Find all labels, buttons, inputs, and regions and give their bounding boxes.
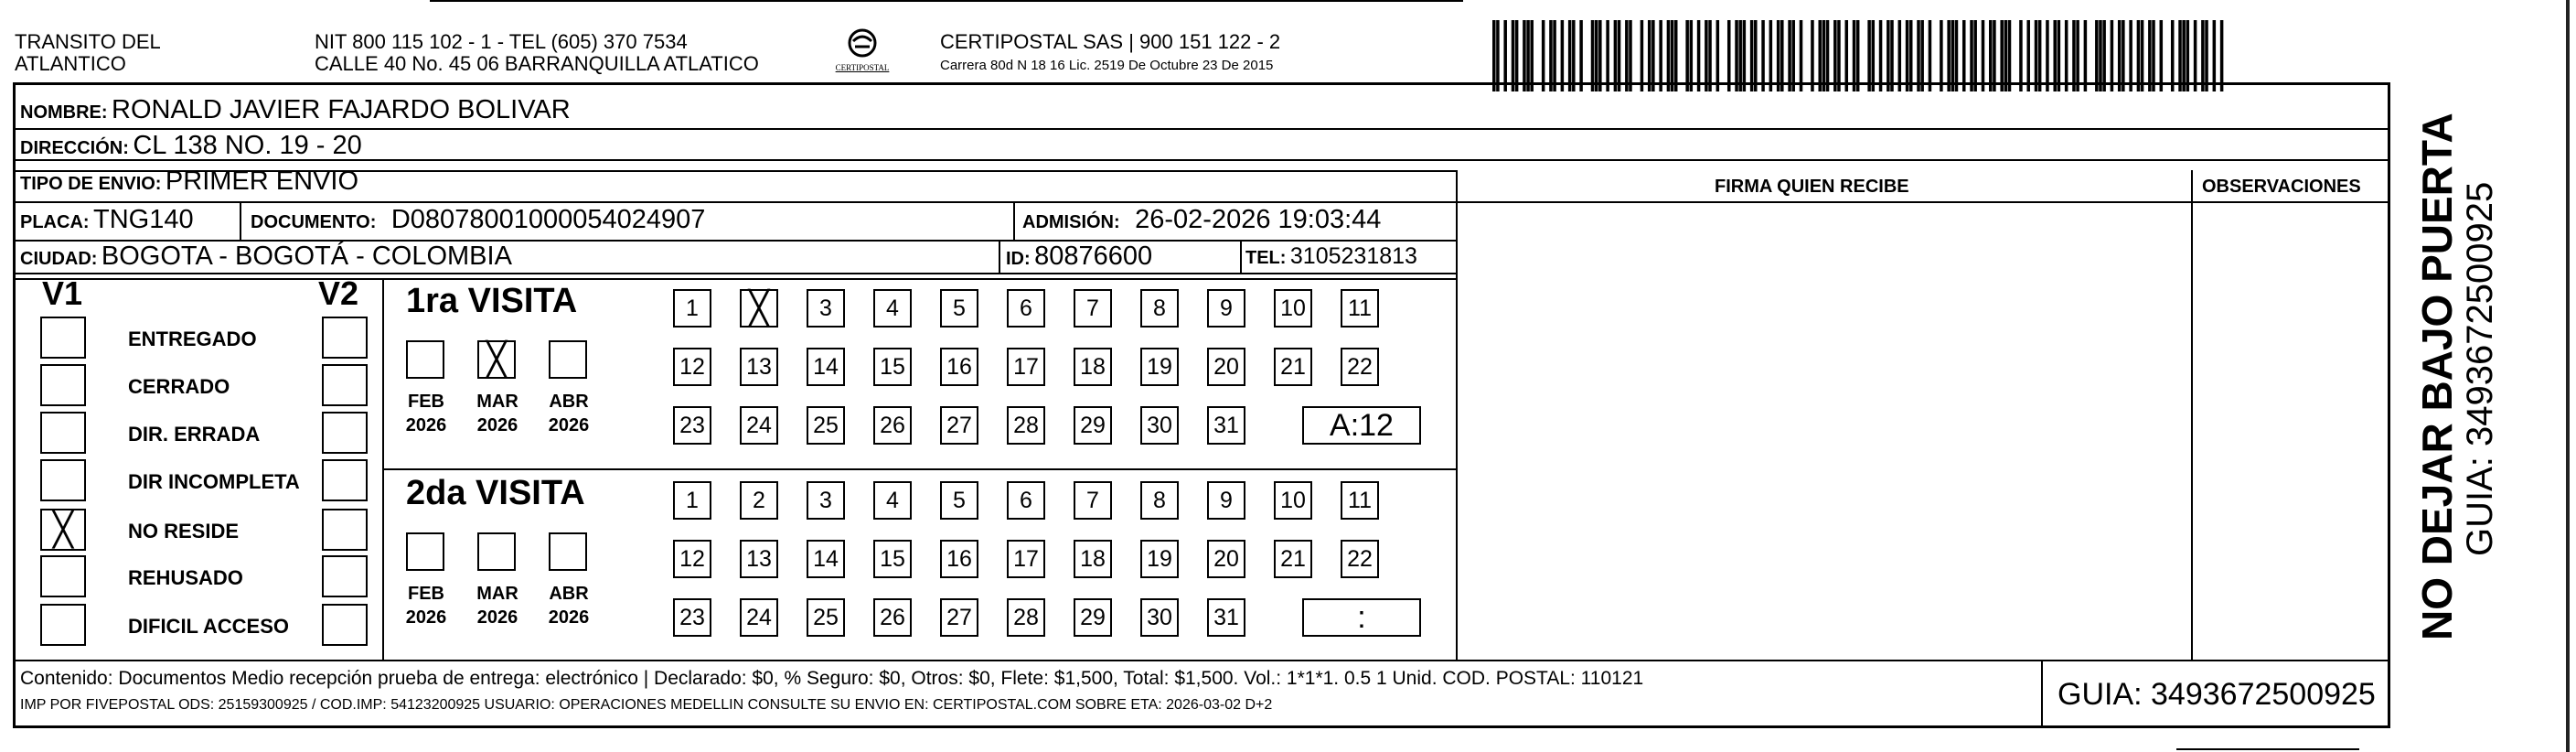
barcode-bar <box>1496 20 1500 91</box>
day-box[interactable]: 12 <box>673 540 711 578</box>
barcode-bar <box>2129 20 2132 91</box>
v2-checkbox[interactable] <box>322 509 368 551</box>
barcode-bar <box>1993 20 1996 91</box>
v1-checkbox[interactable] <box>40 412 86 454</box>
month-checkbox[interactable] <box>406 340 444 379</box>
barcode-bar <box>1951 20 1955 91</box>
barcode-bar <box>1492 20 1496 91</box>
barcode-bar <box>1906 20 1909 91</box>
day-box[interactable]: 5 <box>940 481 978 520</box>
day-box[interactable]: 31 <box>1207 598 1245 637</box>
barcode-bar <box>1982 20 1985 91</box>
day-box[interactable]: 11 <box>1341 289 1379 328</box>
day-box[interactable]: 17 <box>1007 348 1045 386</box>
logo-text: CERTIPOSTAL <box>835 63 890 72</box>
barcode-bar <box>1526 20 1530 91</box>
month-label <box>541 390 596 437</box>
barcode-bar <box>1606 20 1609 91</box>
day-box[interactable]: 7 <box>1074 481 1112 520</box>
barcode-bar <box>2148 20 2152 91</box>
status-label: ENTREGADO <box>128 328 257 350</box>
barcode-bar <box>2019 20 2023 91</box>
barcode-bar <box>2053 20 2057 91</box>
placa-field <box>20 205 194 235</box>
v1-checkbox[interactable] <box>40 459 86 501</box>
barcode-bar <box>1659 20 1662 91</box>
barcode-bar <box>2058 20 2061 91</box>
month-checkbox[interactable] <box>549 532 587 571</box>
v2-checkbox[interactable] <box>322 364 368 406</box>
month-checkbox[interactable]: ╳ <box>477 340 516 379</box>
v1-checkbox[interactable]: ╳ <box>40 509 86 551</box>
no-dejar-bajo-puerta: NO DEJAR BAJO PUERTA <box>2413 113 2461 640</box>
barcode-bar <box>1553 20 1556 91</box>
barcode-bar <box>1955 20 1959 91</box>
barcode-bar <box>1872 20 1876 91</box>
barcode-bar <box>1690 20 1694 91</box>
day-box[interactable]: 12 <box>673 348 711 386</box>
barcode-bar <box>2008 20 2012 91</box>
day-box[interactable]: 31 <box>1207 406 1245 445</box>
barcode-bar <box>2122 20 2125 91</box>
barcode-bar <box>2182 20 2186 91</box>
documento-label: DOCUMENTO: <box>251 212 377 232</box>
barcode-bar <box>2171 20 2175 91</box>
barcode-bar <box>1515 20 1519 91</box>
month-checkbox[interactable] <box>406 532 444 571</box>
month-name: FEB <box>408 392 444 412</box>
ciudad-label: CIUDAD: <box>20 249 98 269</box>
day-box[interactable]: 25 <box>807 406 845 445</box>
month-year: 2026 <box>548 415 590 435</box>
visit-divider <box>382 468 1458 470</box>
ciudad-value: BOGOTA - BOGOTÁ - COLOMBIA <box>101 242 512 271</box>
barcode-bar <box>1579 20 1583 91</box>
day-box[interactable]: 19 <box>1140 540 1179 578</box>
admision-label: ADMISIÓN: <box>1022 212 1120 232</box>
tipo-envio-label: TIPO DE ENVIO: <box>20 174 162 194</box>
barcode-bar <box>1685 20 1689 91</box>
guia-box: GUIA: 3493672500925 <box>2058 677 2376 712</box>
logo-icon <box>844 27 881 59</box>
barcode-bar <box>1811 20 1814 91</box>
month-name: ABR <box>549 584 589 604</box>
month-year: 2026 <box>405 607 447 628</box>
barcode-bar <box>1822 20 1826 91</box>
day-box[interactable]: 21 <box>1274 540 1312 578</box>
barcode-bar <box>1940 20 1943 91</box>
day-box[interactable]: 5 <box>940 289 978 328</box>
barcode-bar <box>2201 20 2205 91</box>
status-label: REHUSADO <box>128 566 243 589</box>
barcode-bar <box>2065 20 2068 91</box>
barcode-bar <box>1826 20 1830 91</box>
guia-divider <box>2041 660 2043 728</box>
barcode-bar <box>2205 20 2208 91</box>
day-box[interactable]: 26 <box>873 406 912 445</box>
barcode-bar <box>1909 20 1913 91</box>
day-box[interactable]: 16 <box>940 348 978 386</box>
barcode-bar <box>1523 20 1526 91</box>
row-divider-2 <box>15 159 2389 161</box>
day-box[interactable]: 10 <box>1274 481 1312 520</box>
nombre-label: NOMBRE: <box>20 102 108 123</box>
month-name: FEB <box>408 584 444 604</box>
row-divider-1 <box>15 128 2389 130</box>
barcode-bar <box>1648 20 1651 91</box>
barcode-bar <box>1844 20 1848 91</box>
certipostal-logo <box>821 27 903 79</box>
day-box[interactable]: 4 <box>873 481 912 520</box>
barcode-bar <box>2213 20 2217 91</box>
v2-checkbox[interactable] <box>322 459 368 501</box>
barcode-bar <box>1667 20 1671 91</box>
barcode-bar <box>1743 20 1747 91</box>
placa-value: TNG140 <box>93 205 194 234</box>
id-label: ID: <box>1006 249 1031 269</box>
barcode-bar <box>1890 20 1894 91</box>
day-box[interactable]: 11 <box>1341 481 1379 520</box>
barcode-bar <box>1542 20 1545 91</box>
id-field <box>1006 242 1152 272</box>
day-box[interactable]: 16 <box>940 540 978 578</box>
day-box[interactable]: 6 <box>1007 289 1045 328</box>
barcode-bar <box>1598 20 1602 91</box>
barcode-bar <box>1780 20 1784 91</box>
v2-checkbox[interactable] <box>322 555 368 597</box>
day-box[interactable]: 6 <box>1007 481 1045 520</box>
status-top-line <box>15 278 1458 280</box>
barcode-bar <box>1879 20 1883 91</box>
barcode-bar <box>1970 20 1973 91</box>
contenido-text: Contenido: Documentos Medio recepción prueba de entrega: electrónico | Declarado: $0, % Seguro: $0, Otros: $0, Flete: $1,500, Total: $1,500. Vol.: 1*1*1. 0.5 1 Unid. COD. POSTAL: 110121 <box>20 668 1644 689</box>
month-label <box>470 390 525 437</box>
barcode-bar <box>1989 20 1993 91</box>
tel-divider <box>1240 240 1242 273</box>
barcode-bar <box>2026 20 2030 91</box>
barcode-bar <box>2118 20 2122 91</box>
barcode-bar <box>1769 20 1773 91</box>
v1-checkbox[interactable] <box>40 604 86 646</box>
day-box[interactable]: 29 <box>1074 598 1112 637</box>
barcode-bar <box>1929 20 1932 91</box>
documento-value: D08078001000054024907 <box>390 205 706 234</box>
month-label <box>541 582 596 629</box>
barcode-bar <box>2186 20 2190 91</box>
row-divider-4b <box>1456 201 2389 203</box>
admision-divider <box>1013 201 1015 240</box>
barcode-bar <box>2038 20 2042 91</box>
barcode-bar <box>1800 20 1803 91</box>
barcode-bar <box>1973 20 1977 91</box>
admision-value: 26-02-2026 19:03:44 <box>1135 205 1382 234</box>
month-year: 2026 <box>405 415 447 435</box>
company-line-2: ATLANTICO <box>15 52 126 75</box>
barcode-bar <box>1735 20 1738 91</box>
nit-line: NIT 800 115 102 - 1 - TEL (605) 370 7534 <box>315 30 688 53</box>
status-label: DIR INCOMPLETA <box>128 470 300 493</box>
day-box[interactable]: 14 <box>807 348 845 386</box>
barcode-bar <box>2035 20 2038 91</box>
nombre-value: RONALD JAVIER FAJARDO BOLIVAR <box>112 95 571 124</box>
v1-checkbox[interactable] <box>40 317 86 359</box>
ciudad-field <box>20 242 512 272</box>
barcode-bar <box>1947 20 1951 91</box>
barcode-bar <box>1572 20 1576 91</box>
day-box[interactable]: 23 <box>673 598 711 637</box>
barcode-bar <box>2141 20 2144 91</box>
day-box[interactable]: 15 <box>873 348 912 386</box>
row-divider-4 <box>15 201 1458 203</box>
month-label <box>399 390 454 437</box>
barcode-bar <box>2076 20 2079 91</box>
day-box[interactable]: 23 <box>673 406 711 445</box>
tel-label: TEL: <box>1245 248 1287 268</box>
obs-divider <box>2191 170 2193 660</box>
v2-checkbox[interactable] <box>322 412 368 454</box>
day-box[interactable]: 9 <box>1207 289 1245 328</box>
first-visit-title: 1ra VISITA <box>406 282 578 320</box>
time-box[interactable]: A:12 <box>1302 406 1421 445</box>
barcode-bar <box>2137 20 2141 91</box>
day-box[interactable]: 8 <box>1140 481 1179 520</box>
barcode-bar <box>1708 20 1712 91</box>
barcode-bar <box>1651 20 1655 91</box>
day-box[interactable]: 28 <box>1007 406 1045 445</box>
barcode-bar <box>1727 20 1731 91</box>
v2-label: V2 <box>318 274 359 312</box>
admision-field <box>1022 205 1381 235</box>
month-name: MAR <box>476 392 518 412</box>
barcode-bar <box>1591 20 1595 91</box>
second-visit-title: 2da VISITA <box>406 474 585 512</box>
placa-divider <box>240 201 241 240</box>
firma-quien-recibe-label: FIRMA QUIEN RECIBE <box>1715 177 1909 197</box>
barcode-bar <box>2102 20 2106 91</box>
day-box[interactable]: ╳ <box>740 289 778 328</box>
barcode-bar <box>1898 20 1902 91</box>
barcode-bar <box>1853 20 1856 91</box>
barcode-bar <box>2000 20 2004 91</box>
direccion-value: CL 138 NO. 19 - 20 <box>133 131 362 160</box>
day-box[interactable]: 18 <box>1074 348 1112 386</box>
day-box[interactable]: 2 <box>740 481 778 520</box>
barcode-bar <box>1625 20 1629 91</box>
tipo-envio-value: PRIMER ENVIO <box>165 167 359 196</box>
documento-field <box>251 205 705 235</box>
barcode-bar <box>1750 20 1754 91</box>
certipostal-info <box>940 31 1280 75</box>
direccion-label: DIRECCIÓN: <box>20 138 129 158</box>
day-box[interactable]: 20 <box>1207 348 1245 386</box>
day-box[interactable]: 10 <box>1274 289 1312 328</box>
day-box[interactable]: 3 <box>807 481 845 520</box>
nombre-field <box>20 95 571 125</box>
day-box[interactable]: 1 <box>673 289 711 328</box>
day-box[interactable]: 13 <box>740 348 778 386</box>
day-box[interactable]: 21 <box>1274 348 1312 386</box>
day-box[interactable]: 9 <box>1207 481 1245 520</box>
v1-checkbox[interactable] <box>40 555 86 597</box>
license-line: Carrera 80d N 18 16 Lic. 2519 De Octubre 23 De 2015 <box>940 58 1274 73</box>
barcode <box>1492 20 2224 91</box>
barcode-bar <box>2072 20 2076 91</box>
barcode-bar <box>1549 20 1553 91</box>
company-contact <box>315 31 759 75</box>
day-box[interactable]: 1 <box>673 481 711 520</box>
status-label: CERRADO <box>128 375 230 398</box>
barcode-bar <box>1917 20 1920 91</box>
barcode-bar <box>1856 20 1860 91</box>
company-name <box>15 31 161 75</box>
month-checkbox[interactable] <box>477 532 516 571</box>
day-box[interactable]: 26 <box>873 598 912 637</box>
barcode-bar <box>2111 20 2114 91</box>
barcode-bar <box>1761 20 1765 91</box>
day-box[interactable]: 13 <box>740 540 778 578</box>
day-box[interactable]: 24 <box>740 406 778 445</box>
form-right-divider <box>1456 170 1458 660</box>
barcode-bar <box>1512 20 1515 91</box>
barcode-bar <box>1920 20 1924 91</box>
barcode-bar <box>2152 20 2155 91</box>
barcode-bar <box>1777 20 1780 91</box>
day-box[interactable]: 8 <box>1140 289 1179 328</box>
day-box[interactable]: 25 <box>807 598 845 637</box>
company-line-1: TRANSITO DEL <box>15 30 161 53</box>
address-line: CALLE 40 No. 45 06 BARRANQUILLA ATLATICO <box>315 52 759 75</box>
status-label: DIR. ERRADA <box>128 423 261 446</box>
day-box[interactable]: 3 <box>807 289 845 328</box>
barcode-bar <box>1674 20 1678 91</box>
month-checkbox[interactable] <box>549 340 587 379</box>
barcode-bar <box>2220 20 2224 91</box>
tel-value: 3105231813 <box>1289 243 1417 269</box>
day-box[interactable]: 28 <box>1007 598 1045 637</box>
direccion-field <box>20 131 362 161</box>
barcode-bar <box>1962 20 1966 91</box>
barcode-bar <box>1705 20 1708 91</box>
day-box[interactable]: 30 <box>1140 598 1179 637</box>
barcode-bar <box>1837 20 1841 91</box>
barcode-bar <box>1697 20 1701 91</box>
barcode-bar <box>2099 20 2102 91</box>
barcode-bar <box>2004 20 2008 91</box>
bottom-edge-line <box>2176 748 2359 750</box>
side-guia: GUIA: 3493672500925 <box>2460 181 2500 556</box>
time-box[interactable]: : <box>1302 598 1421 637</box>
status-label: DIFICIL ACCESO <box>128 615 290 638</box>
month-year: 2026 <box>548 607 590 628</box>
barcode-bar <box>2046 20 2049 91</box>
day-box[interactable]: 24 <box>740 598 778 637</box>
placa-label: PLACA: <box>20 212 90 232</box>
imp-line: IMP POR FIVEPOSTAL ODS: 25159300925 / COD.IMP: 54123200925 USUARIO: OPERACIONES MEDELLIN CONSULTE SU ENVIO EN: CERTIPOSTAL.COM SOBRE ETA: 2026-03-02 D+2 <box>20 697 1273 713</box>
month-year: 2026 <box>476 415 518 435</box>
status-label: NO RESIDE <box>128 520 240 543</box>
barcode-bar <box>1818 20 1822 91</box>
day-box[interactable]: 27 <box>940 406 978 445</box>
barcode-bar <box>1754 20 1758 91</box>
barcode-bar <box>2178 20 2182 91</box>
day-box[interactable]: 7 <box>1074 289 1112 328</box>
day-box[interactable]: 29 <box>1074 406 1112 445</box>
status-divider <box>382 278 384 660</box>
observaciones-label: OBSERVACIONES <box>2202 177 2361 197</box>
day-box[interactable]: 22 <box>1341 540 1379 578</box>
barcode-bar <box>1716 20 1720 91</box>
barcode-bar <box>1503 20 1507 91</box>
barcode-bar <box>1738 20 1742 91</box>
day-box[interactable]: 30 <box>1140 406 1179 445</box>
barcode-bar <box>2095 20 2099 91</box>
barcode-bar <box>1788 20 1791 91</box>
day-box[interactable]: 15 <box>873 540 912 578</box>
v2-checkbox[interactable] <box>322 604 368 646</box>
month-year: 2026 <box>476 607 518 628</box>
row-divider-6 <box>15 273 1458 274</box>
scan-edge <box>2566 0 2570 752</box>
day-box[interactable]: 4 <box>873 289 912 328</box>
day-box[interactable]: 14 <box>807 540 845 578</box>
barcode-bar <box>1618 20 1621 91</box>
v2-checkbox[interactable] <box>322 317 368 359</box>
month-label <box>470 582 525 629</box>
barcode-bar <box>1568 20 1572 91</box>
barcode-bar <box>1530 20 1534 91</box>
barcode-bar <box>1867 20 1871 91</box>
v1-checkbox[interactable] <box>40 364 86 406</box>
barcode-bar <box>1561 20 1565 91</box>
id-value: 80876600 <box>1034 242 1153 271</box>
day-box[interactable]: 22 <box>1341 348 1379 386</box>
barcode-bar <box>1791 20 1795 91</box>
day-box[interactable]: 27 <box>940 598 978 637</box>
day-box[interactable]: 17 <box>1007 540 1045 578</box>
day-box[interactable]: 20 <box>1207 540 1245 578</box>
barcode-bar <box>2160 20 2164 91</box>
barcode-bar <box>1833 20 1837 91</box>
top-edge-line <box>430 0 1463 2</box>
month-name: ABR <box>549 392 589 412</box>
day-box[interactable]: 19 <box>1140 348 1179 386</box>
day-box[interactable]: 18 <box>1074 540 1112 578</box>
barcode-bar <box>2194 20 2197 91</box>
footer-divider <box>15 660 2389 661</box>
month-name: MAR <box>476 584 518 604</box>
barcode-bar <box>1595 20 1598 91</box>
barcode-bar <box>1629 20 1632 91</box>
delivery-form <box>13 82 2390 728</box>
barcode-bar <box>1671 20 1674 91</box>
tel-field <box>1245 243 1417 270</box>
v1-label: V1 <box>42 274 83 312</box>
barcode-bar <box>1641 20 1644 91</box>
tipo-envio-field <box>20 167 358 197</box>
barcode-bar <box>1614 20 1618 91</box>
barcode-bar <box>1887 20 1890 91</box>
barcode-bar <box>2084 20 2088 91</box>
month-label <box>399 582 454 629</box>
certipostal-line: CERTIPOSTAL SAS | 900 151 122 - 2 <box>940 30 1281 53</box>
id-divider <box>999 240 1000 273</box>
